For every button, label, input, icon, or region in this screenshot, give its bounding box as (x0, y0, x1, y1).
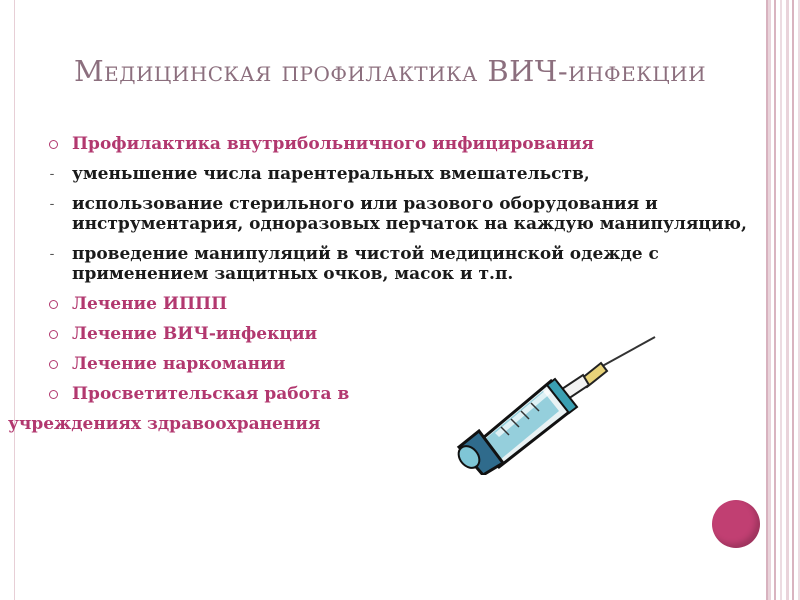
list-item-text: Лечение ВИЧ-инфекции (72, 324, 318, 344)
list-item-text: уменьшение числа парентеральных вмешательств, (72, 164, 590, 184)
list-item-text: Профилактика внутрибольничного инфицирования (72, 134, 594, 154)
list-item-text: Просветительская работа в (72, 384, 350, 404)
list-item-heading (44, 294, 760, 314)
list-item-dash (44, 194, 760, 234)
list-item-dash (44, 164, 760, 184)
list-item-text: Лечение ИППП (72, 294, 228, 314)
circle-bullet-icon (49, 330, 58, 339)
list-item-heading (44, 134, 760, 154)
list-item-text: проведение манипуляций в чистой медицинской одежде с применением защитных очков, масок и т.п. (72, 244, 659, 284)
list-item-text: использование стерильного или разового оборудования и инструментария, одноразовых перчаток на каждую манипуляцию, (72, 194, 747, 234)
dash-bullet-icon: - (49, 246, 55, 262)
syringe-icon (455, 335, 660, 475)
list-item-text: Лечение наркомании (72, 354, 286, 374)
dash-bullet-icon: - (49, 166, 55, 182)
dash-bullet-icon: - (49, 196, 55, 212)
list-item-dash (44, 244, 760, 284)
pink-circle-icon (712, 500, 760, 548)
circle-bullet-icon (49, 390, 58, 399)
circle-bullet-icon (49, 360, 58, 369)
circle-bullet-icon (49, 300, 58, 309)
decorative-border-stripes (768, 0, 800, 600)
slide-title: Медицинская профилактика ВИЧ-инфекции (73, 54, 707, 88)
circle-bullet-icon (49, 140, 58, 149)
list-item-text: учреждениях здравоохранения (8, 414, 321, 434)
